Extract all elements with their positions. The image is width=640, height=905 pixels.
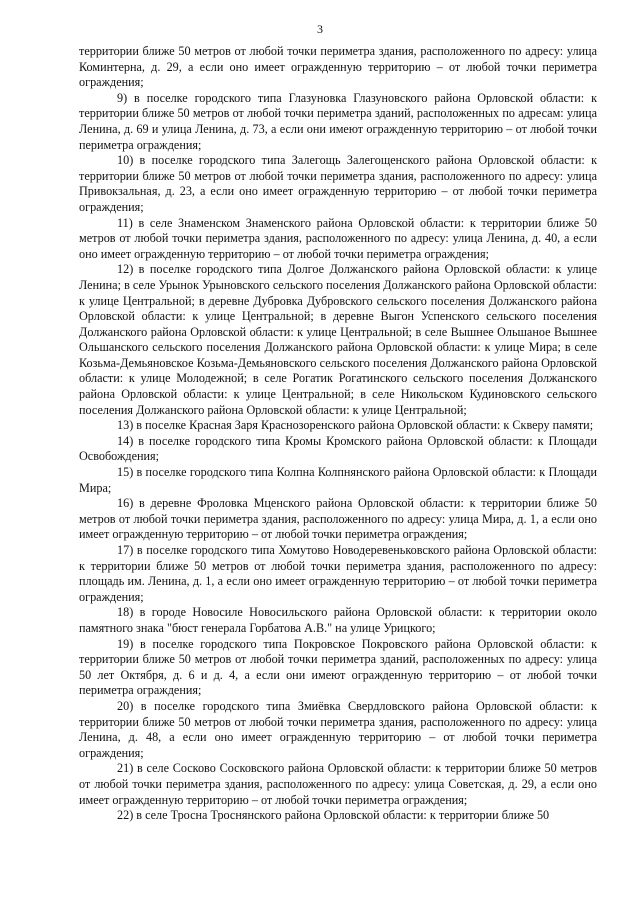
list-item-22: 22) в селе Тросна Троснянского района Орловской области: к территории ближе 50 <box>117 808 550 823</box>
list-item-21: 21) в селе Сосково Сосковского района Орловской области: к территории ближе 50 метров от любой точки периметра здания, расположенного по адресу: улица Советская, д. 29, а если оно имеет огражденную территорию – от любой точки периметра ограждения; <box>79 761 597 807</box>
document-body <box>79 44 597 824</box>
list-item-11: 11) в селе Знаменском Знаменского района Орловской области: к территории ближе 50 метров от любой точки периметра здания, расположенного по адресу: улица Ленина, д. 40, а если оно имеет огражденную территорию – от любой точки периметра ограждения; <box>79 215 597 261</box>
list-item-10: 10) в поселке городского типа Залегощь Залегощенского района Орловской области: к территории ближе 50 метров от любой точки периметра здания, расположенного по адресу: улица Привокзальная, д. 23, а если оно имеет огражденную территорию – от любой точки периметра ограждения; <box>79 153 597 214</box>
list-item-12: 12) в поселке городского типа Долгое Должанского района Орловской области: к улице Ленина; в селе Урынок Урыновского сельского поселения Должанского района Орловской области: к улице Центральной; в деревне Дубровка Дубровского сельского поселения Должанского района Орловской области: к улице Центральной; в деревне Выгон Успенского сельского поселения Должанского района Орловской области: к улице Центральной; в селе Вышнее Ольшаное Вышнее Ольшанского сельского поселения Должанского района Орловской области: к улице Мира; в селе Козьма-Демьяновское Козьма-Демьяновского сельского поселения Должанского района Орловской области: к улице Молодежной; в селе Рогатик Рогатинского сельского поселения Должанского района Орловской области: к улице Центральной; в селе Никольском Кудиновского сельского поселения Должанского района Орловской области: к улице Центральной; <box>79 262 597 417</box>
list-item-18: 18) в городе Новосиле Новосильского района Орловской области: к территории около памятного знака "бюст генерала Горбатова А.В." на улице Урицкого; <box>79 605 597 635</box>
list-item-9: 9) в поселке городского типа Глазуновка Глазуновского района Орловской области: к территории ближе 50 метров от любой точки периметра зданий, расположенных по адресам: улица Ленина, д. 69 и улица Ленина, д. 73, а если они имеют огражденную территорию – от любой точки периметра ограждения; <box>79 90 597 152</box>
list-item-16: 16) в деревне Фроловка Мценского района Орловской области: к территории ближе 50 метров от любой точки периметра здания, расположенного по адресу: улица Мира, д. 1, а если оно имеет огражденную территорию – от любой точки периметра ограждения; <box>79 496 597 542</box>
list-item-14: 14) в поселке городского типа Кромы Кромского района Орловской области: к Площади Освобождения; <box>79 433 597 464</box>
list-item-15: 15) в поселке городского типа Колпна Колпнянского района Орловской области: к Площади Мира; <box>79 465 597 495</box>
list-item-17: 17) в поселке городского типа Хомутово Новодеревеньковского района Орловской области: к территории ближе 50 метров от любой точки периметра здания, расположенного по адресу: площадь им. Ленина, д. 1, а если оно имеет огражденную территорию – от любой точки периметра ограждения; <box>79 543 597 604</box>
page-number: 3 <box>317 22 323 36</box>
list-item-19: 19) в поселке городского типа Покровское Покровского района Орловской области: к территории ближе 50 метров от любой точки периметра зданий, расположенных по адресу: улица 50 лет Октября, д. 6 и д. 4, а если они имеют огражденную территорию – от любой точки периметра ограждения; <box>79 636 597 698</box>
list-item-13: 13) в поселке Красная Заря Краснозоренского района Орловской области: к Скверу памяти; <box>117 418 594 433</box>
paragraph-continuation: территории ближе 50 метров от любой точки периметра здания, расположенного по адресу: улица Коминтерна, д. 29, а если оно имеет огражденную территорию – от любой точки периметра ограждения; <box>79 44 597 90</box>
list-item-20: 20) в поселке городского типа Змиёвка Свердловского района Орловской области: к территории ближе 50 метров от любой точки периметра здания, расположенного по адресу: улица Ленина, д. 48, а если оно имеет огражденную территорию – от любой точки периметра ограждения; <box>79 698 597 760</box>
